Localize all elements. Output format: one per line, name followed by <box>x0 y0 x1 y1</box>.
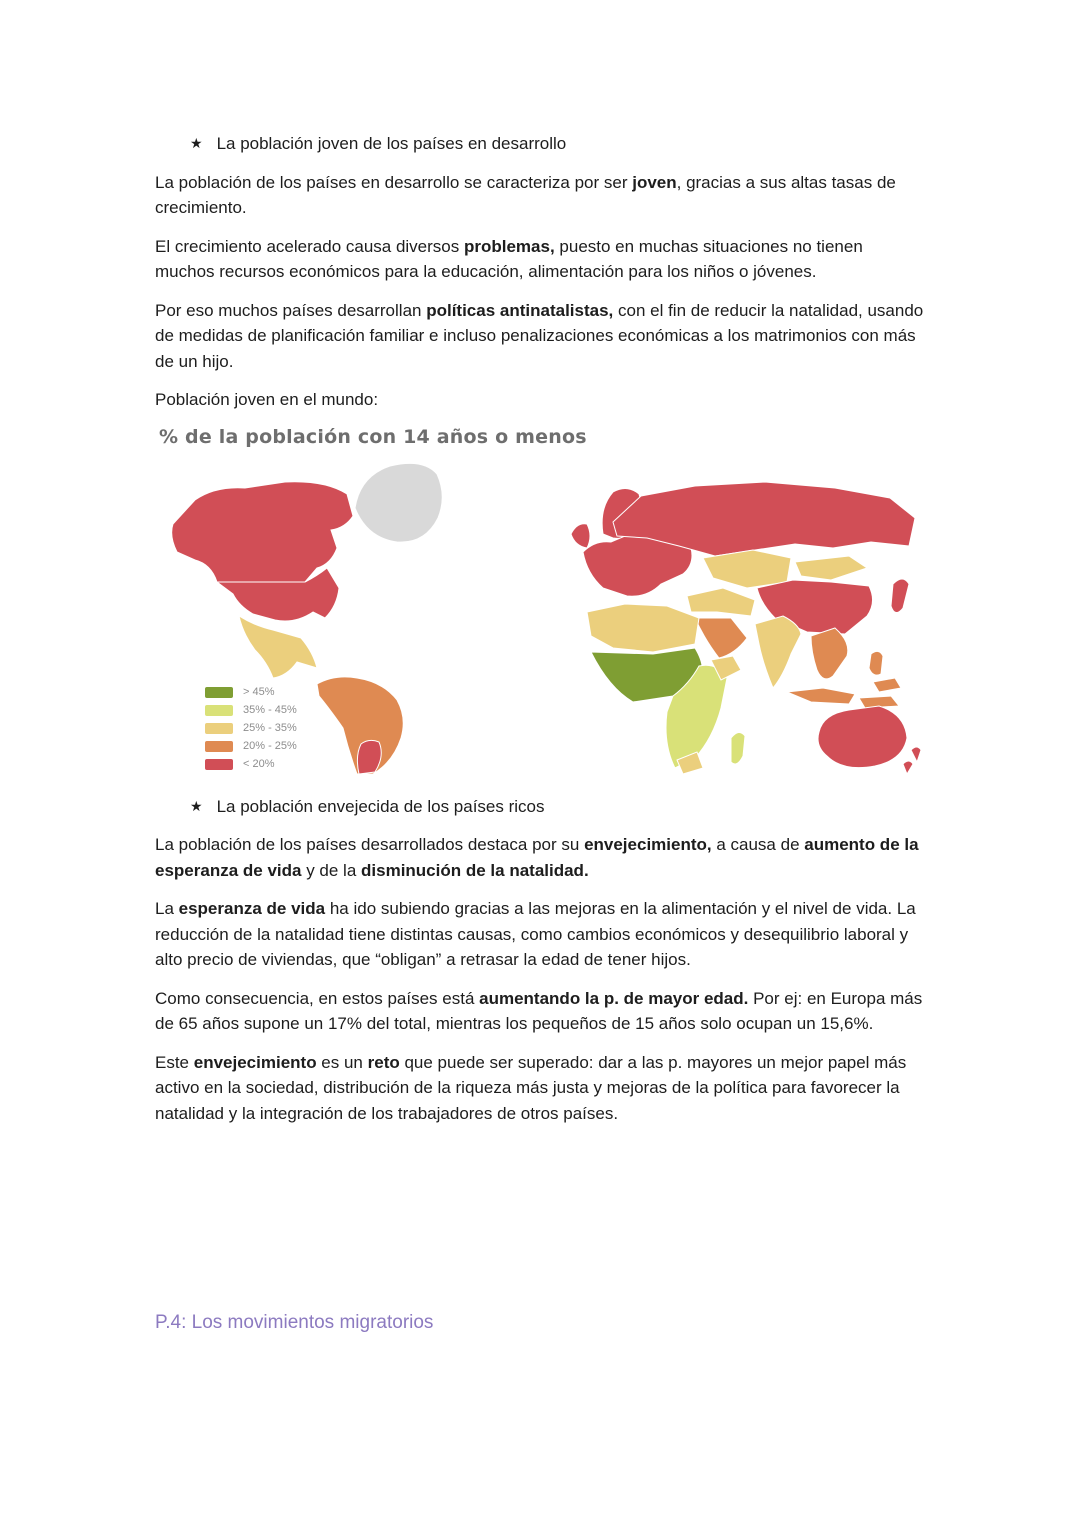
map-region-greenland <box>355 463 442 542</box>
map-region-canada <box>172 481 353 581</box>
paragraph-consequences: Como consecuencia, en estos países está aumentando la p. de mayor edad. Por ej: en Europa más de 65 años supone un 17% del total, mientras los pequeños de 15 años solo ocupan un 15,6%. <box>155 988 923 1033</box>
paragraph-aging-challenge: Este envejecimiento es un reto que puede ser superado: dar a las p. mayores un mejor papel más activo en la sociedad, distribución de la riqueza más justa y mejoras de la política para favorecer la natalidad y la integración de los trabajadores de otros países. <box>155 1052 907 1123</box>
legend-label-gt45: > 45% <box>243 685 275 698</box>
map-region-madagascar <box>731 732 745 764</box>
world-map-figure <box>155 426 925 776</box>
map-region-north-africa <box>587 604 699 652</box>
bullet-aged-population-text: La población envejecida de los países ricos <box>216 796 545 816</box>
star-bullet-icon: ★ <box>190 135 203 151</box>
map-region-new-zealand-north <box>911 747 921 762</box>
bullet-aged-population <box>190 794 925 820</box>
map-region-kazakhstan <box>703 550 791 588</box>
map-region-turkey-iran <box>687 588 755 616</box>
map-region-australia <box>818 706 907 768</box>
bullet-young-population-text: La población joven de los países en desarrollo <box>216 134 567 153</box>
map-title: % de la población con 14 años o menos <box>159 425 587 448</box>
legend-swatch-gt45 <box>205 687 233 698</box>
legend-item <box>205 687 297 698</box>
section-heading-migrations: P.4: Los movimientos migratorios <box>155 1312 434 1333</box>
map-region-indochina <box>811 628 848 679</box>
paragraph-growth-problems: El crecimiento acelerado causa diversos problemas, puesto en muchas situaciones no tienen muchos recursos económicos para la educación, alimentación para los niños o jóvenes. <box>155 236 863 281</box>
map-region-new-zealand-south <box>903 761 913 774</box>
map-region-india <box>755 616 801 688</box>
star-bullet-icon: ★ <box>190 797 203 814</box>
map-region-mexico <box>239 616 317 678</box>
paragraph-map-lead-in: Población joven en el mundo: <box>155 390 379 409</box>
paragraph-young-intro: La población de los países en desarrollo se caracteriza por ser joven, gracias a sus altas tasas de crecimiento. <box>155 172 896 217</box>
bullet-young-population <box>190 131 925 157</box>
map-legend <box>205 687 297 770</box>
legend-label-35-45: 35% - 45% <box>243 703 297 716</box>
map-region-arabia <box>695 618 747 658</box>
map-region-indonesia-west <box>787 688 855 704</box>
legend-label-25-35: 25% - 35% <box>243 721 297 734</box>
legend-label-20-25: 20% - 25% <box>243 739 297 752</box>
legend-item <box>205 741 297 752</box>
paragraph-antinatalist-policies: Por eso muchos países desarrollan políticas antinatalistas, con el fin de reducir la natalidad, usando de medidas de planificación familiar e incluso penalizaciones económicas a los matrimonios con más de un hijo. <box>155 300 924 371</box>
paragraph-aging-intro: La población de los países desarrollados destaca por su envejecimiento, a causa de aumento de la esperanza de vida y de la disminución de la natalidad. <box>155 835 919 880</box>
map-region-papua <box>873 678 901 692</box>
legend-swatch-35-45 <box>205 705 233 716</box>
legend-swatch-25-35 <box>205 723 233 734</box>
legend-label-lt20: < 20% <box>243 757 275 770</box>
legend-swatch-lt20 <box>205 759 233 770</box>
legend-swatch-20-25 <box>205 741 233 752</box>
world-map <box>155 456 925 776</box>
paragraph-life-expectancy: La esperanza de vida ha ido subiendo gracias a las mejoras en la alimentación y el nivel de vida. La reducción de la natalidad tiene distintas causas, como cambios económicos y desequilibrio laboral y alto precio de viviendas, que “obligan” a retrasar la edad de tener hijos. <box>155 899 916 969</box>
map-region-japan <box>891 579 909 613</box>
legend-item <box>205 723 297 734</box>
legend-item <box>205 759 297 770</box>
map-region-uk <box>571 523 590 547</box>
map-region-philippines <box>869 651 883 675</box>
legend-item <box>205 705 297 716</box>
map-region-mongolia <box>795 556 867 580</box>
